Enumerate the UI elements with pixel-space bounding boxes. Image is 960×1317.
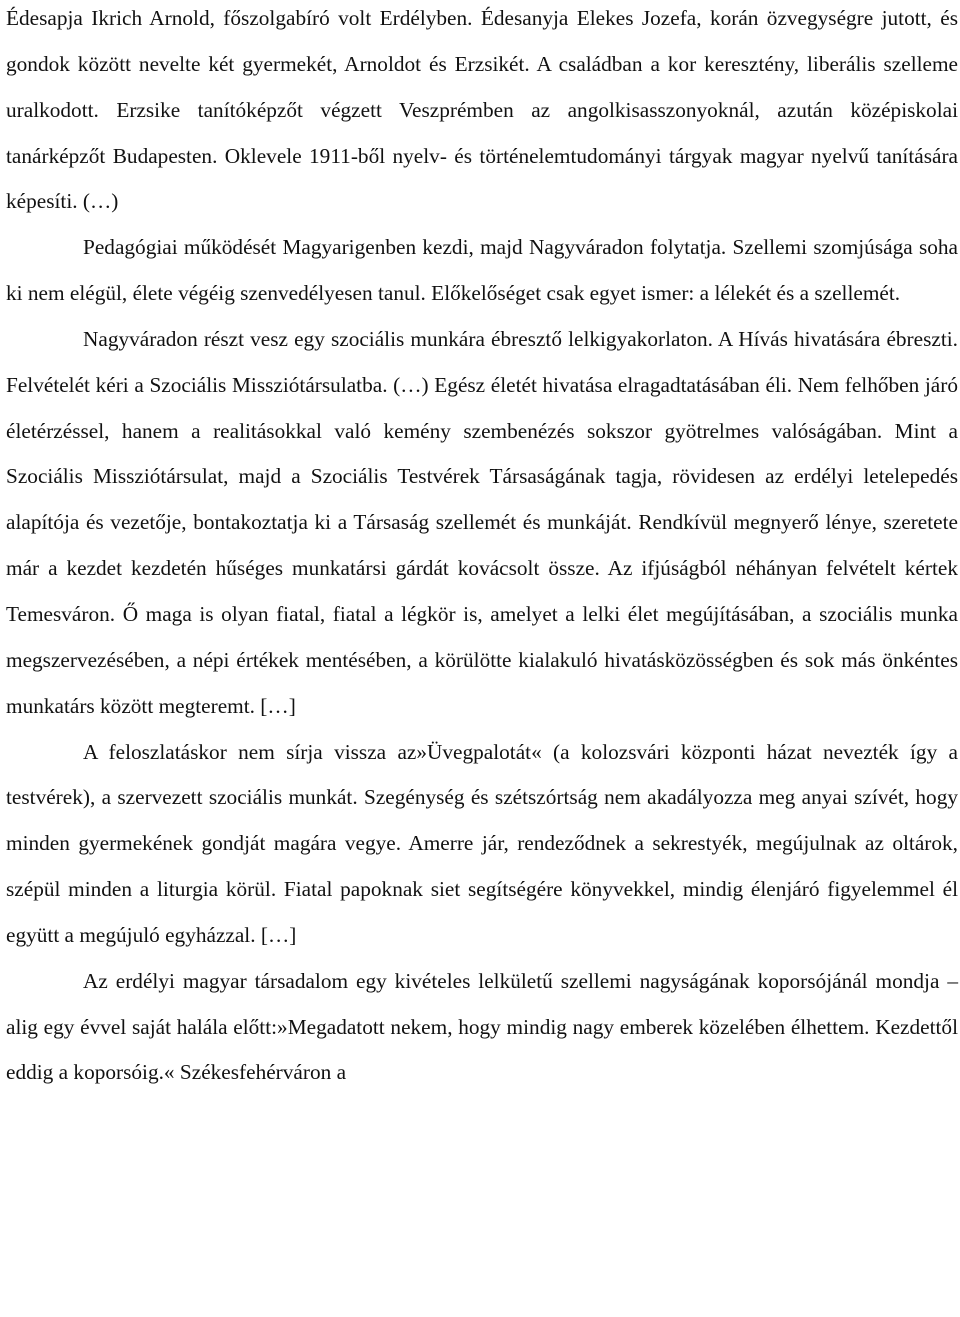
- paragraph-1: Édesapja Ikrich Arnold, főszolgabíró volt Erdélyben. Édesanyja Elekes Jozefa, korán özvegységre jutott, és gondok között nevelte két gyermekét, Arnoldot és Erzsikét. A családban a kor keresztény, liberális szelleme uralkodott. Erzsike tanítóképzőt végzett Veszprémben az angolkisasszonyoknál, azután középiskolai tanárképzőt Budapesten. Oklevele 1911-ből nyelv- és történelemtudományi tárgyak magyar nyelvű tanítására képesíti. (…): [6, 6, 958, 214]
- document-page: [6, 0, 958, 1096]
- paragraph-5: Az erdélyi magyar társadalom egy kivételes lelkületű szellemi nagyságának koporsójánál mondja – alig egy évvel saját halála előtt:»Megadatott nekem, hogy mindig nagy emberek közelében élhettem. Kezdettől eddig a koporsóig.« Székesfehérváron a: [6, 968, 958, 1085]
- paragraph-4: A feloszlatáskor nem sírja vissza az»Üvegpalotát« (a kolozsvári központi házat nevezték így a testvérek), a szervezett szociális munkát. Szegénység és szétszórtság nem akadályozza meg anyai szívét, hogy minden gyermekének gondját magára vegye. Amerre jár, rendeződnek a sekrestyék, megújulnak az oltárok, szépül minden a liturgia körül. Fiatal papoknak siet segítségére könyvekkel, mindig élenjáró figyelemmel él együtt a megújuló egyházzal. […]: [6, 739, 958, 947]
- paragraph-2: Pedagógiai működését Magyarigenben kezdi, majd Nagyváradon folytatja. Szellemi szomjúsága soha ki nem elégül, élete végéig szenvedélyesen tanul. Előkelőséget csak egyet ismer: a lélekét és a szellemét.: [6, 235, 958, 306]
- paragraph-3: Nagyváradon részt vesz egy szociális munkára ébresztő lelkigyakorlaton. A Hívás hivatására ébreszti. Felvételét kéri a Szociális Missziótársulatba. (…) Egész életét hivatása elragadtatásában éli. Nem felhőben járó életérzéssel, hanem a realitásokkal való kemény szembenézés sokszor gyötrelmes valóságában. Mint a Szociális Missziótársulat, majd a Szociális Testvérek Társaságának tagja, rövidesen az erdélyi letelepedés alapítója és vezetője, bontakoztatja ki a Társaság szellemét és munkáját. Rendkívül megnyerő lénye, szeretete már a kezdet kezdetén hűséges munkatársi gárdát kovácsolt össze. Az ifjúságból néhányan felvételt kértek Temesváron. Ő maga is olyan fiatal, fiatal a légkör is, amelyet a lelki élet megújításában, a szociális munka megszervezésében, a népi értékek mentésében, a körülötte kialakuló hivatásközösségben és sok más önkéntes munkatárs között megteremt. […]: [6, 326, 958, 718]
